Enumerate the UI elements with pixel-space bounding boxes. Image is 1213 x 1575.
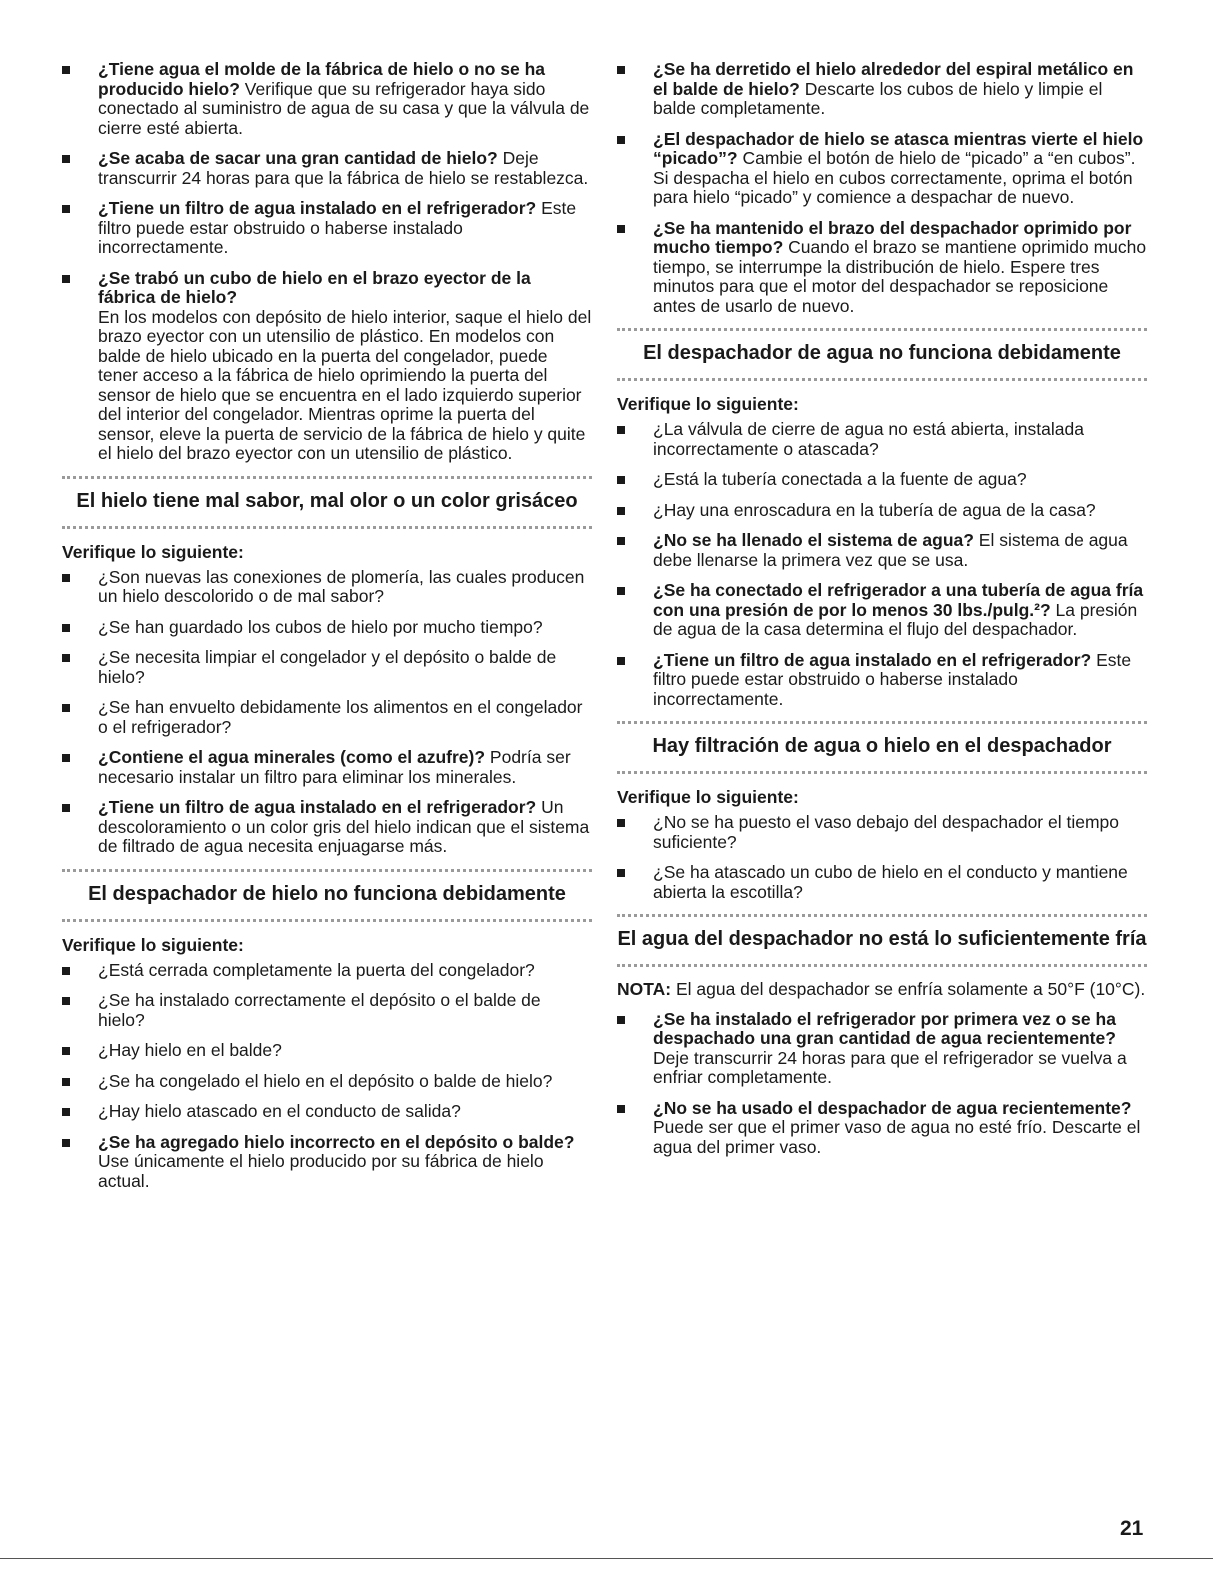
item-question: ¿Se ha agregado hielo incorrecto en el depósito o balde? bbox=[98, 1131, 575, 1152]
list-item bbox=[62, 748, 592, 787]
bullet-icon bbox=[62, 967, 70, 975]
note bbox=[617, 980, 1147, 1000]
list-item bbox=[62, 698, 592, 737]
item-question: ¿Se acaba de sacar una gran cantidad de hielo? bbox=[98, 148, 498, 168]
bullet-icon bbox=[62, 66, 70, 74]
list-item bbox=[62, 991, 592, 1030]
check-label: Verifique lo siguiente: bbox=[617, 394, 799, 414]
bullet-icon bbox=[62, 1139, 70, 1147]
item-question: ¿No se ha usado el despachador de agua recientemente? bbox=[653, 1097, 1132, 1118]
list-item bbox=[617, 651, 1147, 710]
bullet-icon bbox=[617, 869, 625, 877]
item-question: ¿Se ha mantenido el brazo del despachador oprimido por mucho tiempo? bbox=[653, 217, 1132, 257]
list-item bbox=[617, 501, 1147, 521]
list-item bbox=[62, 798, 592, 857]
bullet-icon bbox=[617, 1016, 625, 1024]
bullet-icon bbox=[62, 275, 70, 283]
bullet-icon bbox=[62, 804, 70, 812]
item-answer: Este filtro puede estar obstruido o haberse instalado incorrectamente. bbox=[98, 198, 577, 257]
intro-list-left bbox=[62, 60, 592, 464]
intro-list-right bbox=[617, 60, 1147, 316]
dotted-rule bbox=[62, 919, 592, 925]
item-answer: En los modelos con depósito de hielo interior, saque el hielo del brazo eyector con un utensilio de plástico. En modelos con balde de hielo ubicado en la puerta del congelador, puede tener acceso a la fábrica de hielo oprimiendo la puerta del sensor de hielo que se encuentra en el lado izquierdo superior del interior del congelador. Mientras oprime la puerta del sensor, eleve la puerta de servicio de la fábrica de hielo y quite el hielo del brazo eyector con un utensilio de plástico. bbox=[98, 306, 592, 463]
item-answer: Puede ser que el primer vaso de agua no esté frío. Descarte el agua del primer vaso. bbox=[653, 1117, 1141, 1157]
bottom-rule bbox=[0, 1558, 1213, 1559]
dotted-rule bbox=[617, 378, 1147, 384]
item-answer: La presión de agua de la casa determina el flujo del despachador. bbox=[653, 599, 1138, 639]
bullet-icon bbox=[617, 426, 625, 434]
section-heading: El hielo tiene mal sabor, mal olor o un color grisáceo bbox=[76, 489, 578, 512]
item-answer: ¿Se ha instalado correctamente el depósito o el balde de hielo? bbox=[98, 990, 541, 1030]
bullet-icon bbox=[617, 225, 625, 233]
section-heading: El despachador de agua no funciona debidamente bbox=[643, 342, 1121, 364]
item-answer: ¿Se han envuelto debidamente los alimentos en el congelador o el refrigerador? bbox=[98, 697, 583, 737]
bullet-icon bbox=[62, 1078, 70, 1086]
item-answer: Use únicamente el hielo producido por su fábrica de hielo actual. bbox=[98, 1151, 544, 1191]
item-answer: Cambie el botón de hielo de “picado” a “en cubos”. Si despacha el hielo en cubos correctamente, oprima el botón para hielo “picado” y comience a despachar de nuevo. bbox=[653, 148, 1136, 207]
list-item bbox=[617, 531, 1147, 570]
item-question: ¿Se ha instalado el refrigerador por primera vez o se ha despachado una gran cantidad de agua recientemente? bbox=[653, 1008, 1116, 1048]
list-item bbox=[617, 1099, 1147, 1158]
cold-list bbox=[617, 1010, 1147, 1158]
bullet-icon bbox=[62, 654, 70, 662]
section-header bbox=[617, 328, 1147, 384]
item-question: ¿Se trabó un cubo de hielo en el brazo eyector de la fábrica de hielo? bbox=[98, 267, 531, 307]
bullet-icon bbox=[617, 1105, 625, 1113]
item-answer: ¿Está la tubería conectada a la fuente de agua? bbox=[653, 469, 1027, 489]
list-item bbox=[617, 581, 1147, 640]
bullet-icon bbox=[617, 657, 625, 665]
list-item bbox=[62, 60, 592, 138]
section-heading: El despachador de hielo no funciona debidamente bbox=[88, 882, 566, 905]
list-item bbox=[62, 648, 592, 687]
water-dispenser-list bbox=[617, 420, 1147, 709]
item-answer: Este filtro puede estar obstruido o haberse instalado incorrectamente. bbox=[653, 649, 1132, 709]
bullet-icon bbox=[62, 997, 70, 1005]
check-label: Verifique lo siguiente: bbox=[62, 934, 244, 955]
item-answer: ¿Hay una enroscadura en la tubería de agua de la casa? bbox=[653, 499, 1096, 520]
item-answer: Deje transcurrir 24 horas para que el refrigerador se vuelva a enfriar completamente. bbox=[653, 1047, 1127, 1087]
section-heading: El agua del despachador no está lo suficientemente fría bbox=[617, 928, 1147, 950]
item-question: ¿El despachador de hielo se atasca mientras vierte el hielo “picado”? bbox=[653, 128, 1144, 168]
note-label: NOTA: bbox=[617, 979, 672, 999]
bullet-icon bbox=[617, 587, 625, 595]
dotted-rule bbox=[617, 771, 1147, 777]
list-item bbox=[62, 149, 592, 188]
list-item bbox=[62, 961, 592, 981]
list-item bbox=[62, 269, 592, 464]
right-column bbox=[617, 60, 1147, 1168]
item-question: ¿Tiene un filtro de agua instalado en el refrigerador? bbox=[653, 649, 1092, 670]
item-answer: ¿No se ha puesto el vaso debajo del despachador el tiempo suficiente? bbox=[653, 812, 1119, 852]
item-answer: ¿Se han guardado los cubos de hielo por mucho tiempo? bbox=[98, 616, 543, 637]
bullet-icon bbox=[62, 754, 70, 762]
item-question: ¿No se ha llenado el sistema de agua? bbox=[653, 530, 974, 550]
item-question: ¿Se ha derretido el hielo alrededor del espiral metálico en el balde de hielo? bbox=[653, 59, 1134, 99]
item-answer: ¿Se ha atascado un cubo de hielo en el conducto y mantiene abierta la escotilla? bbox=[653, 862, 1128, 902]
list-item bbox=[62, 199, 592, 258]
item-answer: Un descoloramiento o un color gris del hielo indican que el sistema de filtrado de agua necesita enjuagarse más. bbox=[98, 797, 590, 856]
list-item bbox=[62, 618, 592, 638]
left-column bbox=[62, 60, 592, 1202]
item-answer: Podría ser necesario instalar un filtro para eliminar los minerales. bbox=[98, 747, 571, 787]
bullet-icon bbox=[617, 476, 625, 484]
note-text: El agua del despachador se enfría solamente a 50°F (10°C). bbox=[671, 979, 1146, 999]
bullet-icon bbox=[62, 704, 70, 712]
list-item bbox=[617, 470, 1147, 490]
item-answer: ¿Se necesita limpiar el congelador y el depósito o balde de hielo? bbox=[98, 647, 557, 687]
list-item bbox=[62, 1041, 592, 1061]
section-heading: Hay filtración de agua o hielo en el despachador bbox=[652, 735, 1112, 757]
bullet-icon bbox=[617, 537, 625, 545]
item-answer: Deje transcurrir 24 horas para que la fábrica de hielo se restablezca. bbox=[98, 148, 589, 188]
list-item bbox=[617, 420, 1147, 459]
item-answer: ¿Se ha congelado el hielo en el depósito o balde de hielo? bbox=[98, 1070, 553, 1091]
bullet-icon bbox=[62, 205, 70, 213]
item-answer: ¿Hay hielo en el balde? bbox=[98, 1040, 282, 1060]
section-header bbox=[62, 869, 592, 925]
item-answer: Descarte los cubos de hielo y limpie el balde completamente. bbox=[653, 78, 1103, 118]
item-answer: ¿La válvula de cierre de agua no está abierta, instalada incorrectamente o atascada? bbox=[653, 419, 1084, 459]
section-header bbox=[617, 914, 1147, 970]
bullet-icon bbox=[62, 624, 70, 632]
list-item bbox=[62, 1133, 592, 1192]
item-question: ¿Tiene un filtro de agua instalado en el refrigerador? bbox=[98, 198, 537, 218]
bullet-icon bbox=[617, 136, 625, 144]
item-answer: El sistema de agua debe llenarse la primera vez que se usa. bbox=[653, 530, 1128, 570]
ice-dispenser-list bbox=[62, 961, 592, 1192]
item-answer: ¿Hay hielo atascado en el conducto de salida? bbox=[98, 1101, 461, 1121]
list-item bbox=[617, 219, 1147, 317]
check-label: Verifique lo siguiente: bbox=[62, 541, 244, 562]
item-answer: ¿Está cerrada completamente la puerta del congelador? bbox=[98, 959, 535, 980]
list-item bbox=[62, 568, 592, 607]
bullet-icon bbox=[62, 155, 70, 163]
check-label: Verifique lo siguiente: bbox=[617, 787, 799, 807]
item-answer: Cuando el brazo se mantiene oprimido mucho tiempo, se interrumpe la distribución de hielo. Espere tres minutos para que el motor del despachador se reposicione antes de usarlo de nuevo. bbox=[653, 237, 1147, 316]
item-answer: Verifique que su refrigerador haya sido conectado al suministro de agua de su casa y que la válvula de cierre esté abierta. bbox=[98, 78, 590, 138]
list-item bbox=[62, 1102, 592, 1122]
bullet-icon bbox=[62, 1108, 70, 1116]
bullet-icon bbox=[617, 507, 625, 515]
list-item bbox=[62, 1072, 592, 1092]
leak-list bbox=[617, 813, 1147, 902]
bullet-icon bbox=[617, 819, 625, 827]
item-question: ¿Contiene el agua minerales (como el azufre)? bbox=[98, 747, 486, 767]
dotted-rule bbox=[617, 964, 1147, 970]
item-question: ¿Tiene agua el molde de la fábrica de hielo o no se ha producido hielo? bbox=[98, 59, 546, 99]
taste-list bbox=[62, 568, 592, 857]
section-header bbox=[62, 476, 592, 532]
item-question: ¿Tiene un filtro de agua instalado en el refrigerador? bbox=[98, 797, 537, 817]
list-item bbox=[617, 863, 1147, 902]
list-item bbox=[617, 130, 1147, 208]
list-item bbox=[617, 60, 1147, 119]
list-item bbox=[617, 813, 1147, 852]
page-number: 21 bbox=[1120, 1517, 1144, 1540]
item-answer: ¿Son nuevas las conexiones de plomería, las cuales producen un hielo descolorido o de mal sabor? bbox=[98, 566, 585, 606]
dotted-rule bbox=[62, 526, 592, 532]
bullet-icon bbox=[62, 574, 70, 582]
bullet-icon bbox=[617, 66, 625, 74]
item-question: ¿Se ha conectado el refrigerador a una tubería de agua fría con una presión de por lo menos 30 lbs./pulg.²? bbox=[653, 580, 1144, 620]
bullet-icon bbox=[62, 1047, 70, 1055]
section-header bbox=[617, 721, 1147, 777]
list-item bbox=[617, 1010, 1147, 1088]
